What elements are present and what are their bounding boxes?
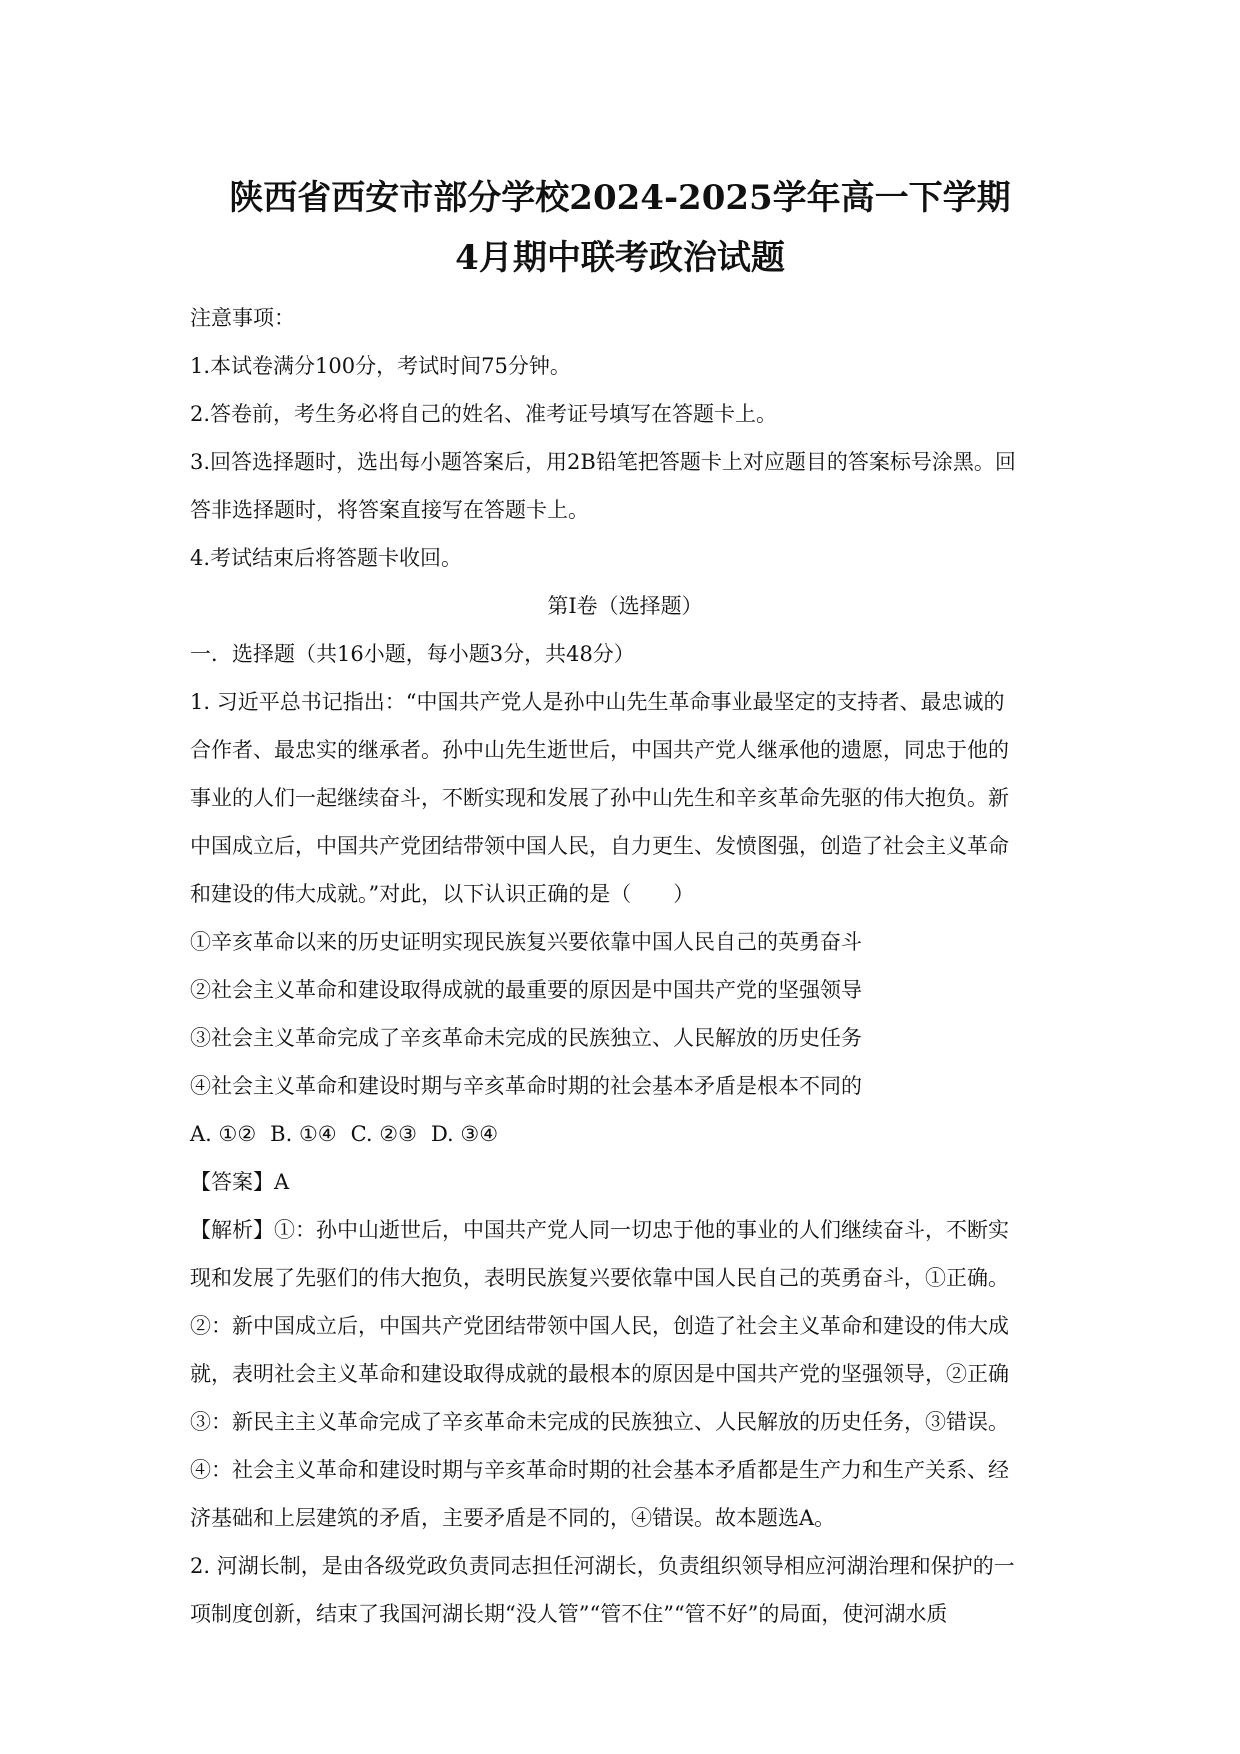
analysis-line: 现和发展了先驱们的伟大抱负，表明民族复兴要依靠中国人民自己的英勇奋斗，①正确。 xyxy=(190,1266,1009,1290)
option-a: A. ①② xyxy=(190,1122,257,1146)
question-1 xyxy=(190,678,1060,1542)
note-item: 2.答卷前，考生务必将自己的姓名、准考证号填写在答题卡上。 xyxy=(190,402,778,426)
statement-4: ④社会主义革命和建设时期与辛亥革命时期的社会基本矛盾是根本不同的 xyxy=(190,1074,862,1098)
exam-title-line-1: 陕西省西安市部分学校2024-2025学年高一下学期 xyxy=(229,178,1011,218)
exam-body xyxy=(190,294,1060,1638)
question-stem-line: 事业的人们一起继续奋斗，不断实现和发展了孙中山先生和辛亥革命先驱的伟大抱负。新 xyxy=(190,786,1009,810)
note-item: 1.本试卷满分100分，考试时间75分钟。 xyxy=(190,354,571,378)
question-stem-line: 项制度创新，结束了我国河湖长期“没人管”“管不住”“管不好”的局面，使河湖水质 xyxy=(190,1602,948,1626)
question-stem-line: 和建设的伟大成就。”对此，以下认识正确的是（ ） xyxy=(190,882,695,906)
question-stem-line: 2. 河湖长制，是由各级党政负责同志担任河湖长，负责组织领导相应河湖治理和保护的一 xyxy=(190,1554,1015,1578)
option-c: C. ②③ xyxy=(350,1122,417,1146)
statement-1: ①辛亥革命以来的历史证明实现民族复兴要依靠中国人民自己的英勇奋斗 xyxy=(190,930,862,954)
section-heading: 一．选择题（共16小题，每小题3分，共48分） xyxy=(190,642,635,666)
question-stem-line: 1. 习近平总书记指出：“中国共产党人是孙中山先生革命事业最坚定的支持者、最忠诚的 xyxy=(190,690,1005,714)
analysis-line: ②：新中国成立后，中国共产党团结带领中国人民，创造了社会主义革命和建设的伟大成 xyxy=(190,1314,1009,1338)
answer-options xyxy=(190,1110,1060,1158)
option-d: D. ③④ xyxy=(430,1122,499,1146)
answer-line: 【答案】A xyxy=(190,1170,290,1194)
analysis-line: 就，表明社会主义革命和建设取得成就的最根本的原因是中国共产党的坚强领导，②正确 xyxy=(190,1362,1009,1386)
analysis-line: ③：新民主主义革命完成了辛亥革命未完成的民族独立、人民解放的历史任务，③错误。 xyxy=(190,1410,1009,1434)
part-heading: 第Ⅰ卷（选择题） xyxy=(547,594,703,618)
analysis-line: ④：社会主义革命和建设时期与辛亥革命时期的社会基本矛盾都是生产力和生产关系、经 xyxy=(190,1458,1009,1482)
note-item: 3.回答选择题时，选出每小题答案后，用2B铅笔把答题卡上对应题目的答案标号涂黑。回 xyxy=(190,450,1016,474)
notes-heading: 注意事项： xyxy=(190,306,295,330)
analysis-line: 济基础和上层建筑的矛盾，主要矛盾是不同的，④错误。故本题选A。 xyxy=(190,1506,836,1530)
exam-title-line-2: 4月期中联考政治试题 xyxy=(455,238,785,278)
statement-3: ③社会主义革命完成了辛亥革命未完成的民族独立、人民解放的历史任务 xyxy=(190,1026,862,1050)
question-stem-line: 合作者、最忠实的继承者。孙中山先生逝世后，中国共产党人继承他的遗愿，同忠于他的 xyxy=(190,738,1009,762)
note-item: 答非选择题时，将答案直接写在答题卡上。 xyxy=(190,498,589,522)
question-stem-line: 中国成立后，中国共产党团结带领中国人民，自力更生、发愤图强，创造了社会主义革命 xyxy=(190,834,1009,858)
analysis-line: 【解析】①：孙中山逝世后，中国共产党人同一切忠于他的事业的人们继续奋斗，不断实 xyxy=(190,1218,1009,1242)
statement-2: ②社会主义革命和建设取得成就的最重要的原因是中国共产党的坚强领导 xyxy=(190,978,862,1002)
option-b: B. ①④ xyxy=(270,1122,337,1146)
note-item: 4.考试结束后将答题卡收回。 xyxy=(190,546,463,570)
question-2 xyxy=(190,1542,1060,1638)
